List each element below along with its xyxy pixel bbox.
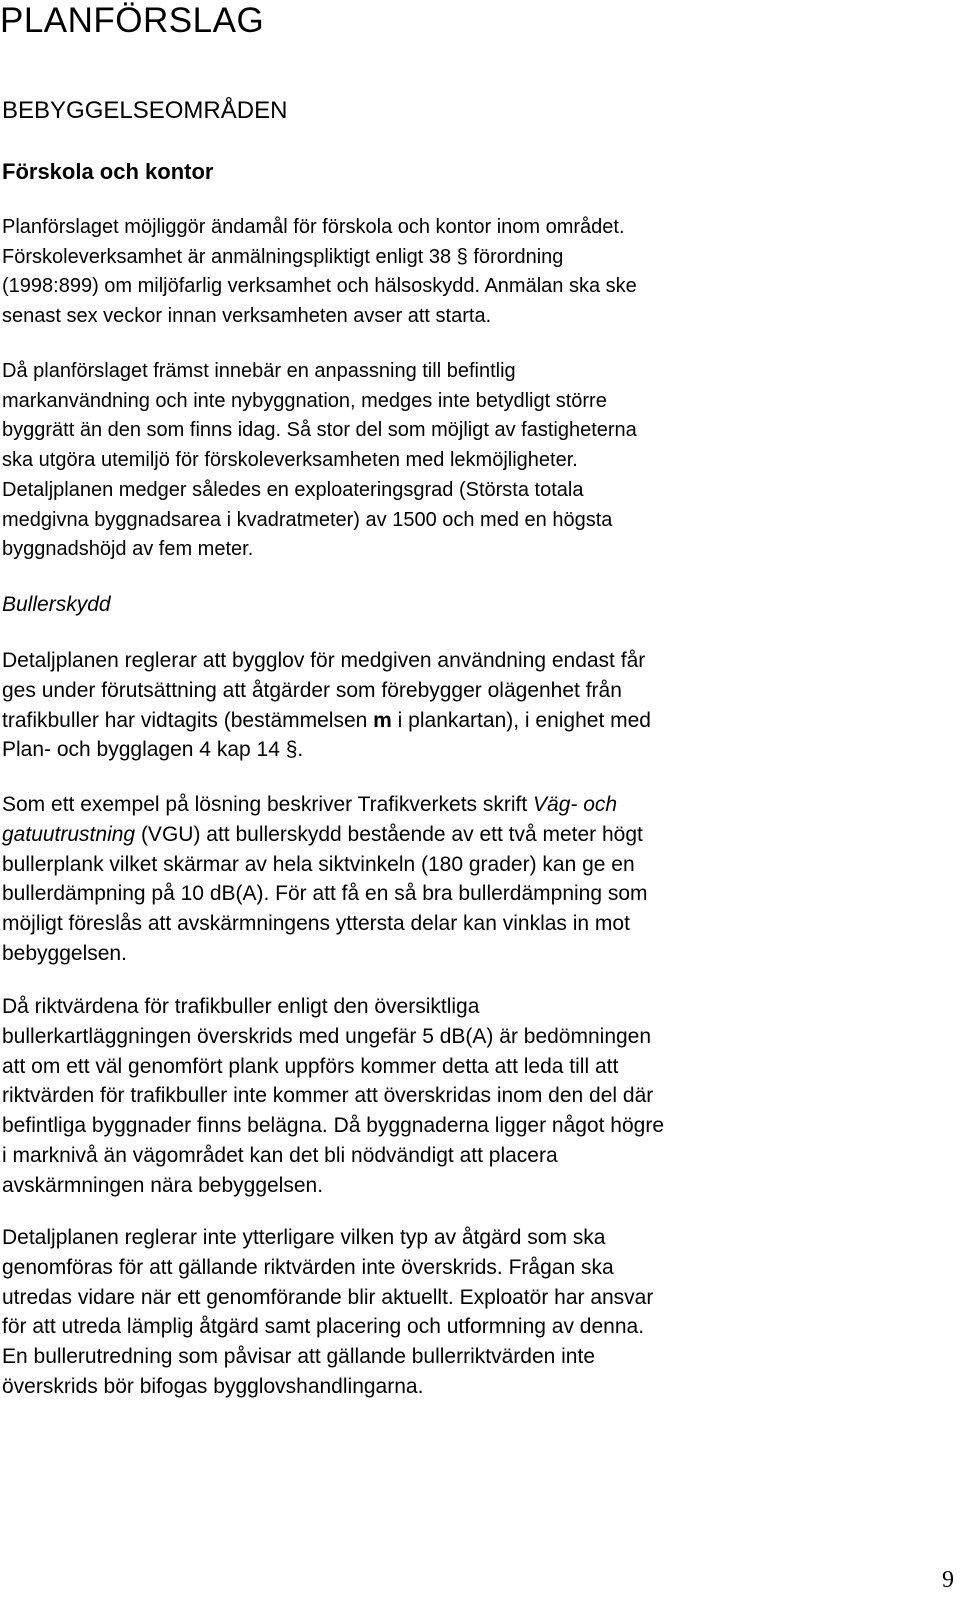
- text-line: (1998:899) om miljöfarlig verksamhet och hälsoskydd. Anmälan ska ske: [2, 275, 637, 298]
- paragraph-noise-responsibility: [2, 1223, 952, 1402]
- regulation-code: m: [373, 708, 392, 732]
- text-line: En bullerutredning som påvisar att gällande bullerriktvärden inte: [2, 1345, 596, 1369]
- section-title: BEBYGGELSEOMRÅDEN: [2, 97, 288, 124]
- text-line: bullerkartläggningen överskrids med ungefär 5 dB(A) är bedömningen: [2, 1024, 652, 1048]
- paragraph-noise-example: [2, 790, 952, 969]
- page-number: 9: [942, 1567, 954, 1593]
- text-line: i marknivå än vägområdet kan det bli nödvändigt att placera: [2, 1143, 558, 1167]
- text-line: markanvändning och inte nybyggnation, medges inte betydligt större: [2, 389, 607, 412]
- text-line: befintliga byggnader finns belägna. Då byggnaderna ligger något högre: [2, 1114, 664, 1138]
- text-line: Planförslaget möjliggör ändamål för förskola och kontor inom området.: [2, 216, 625, 238]
- text-line: [2, 790, 952, 820]
- paragraph-noise-permit: [2, 646, 952, 765]
- text-line: Plan- och bygglagen 4 kap 14 §.: [2, 738, 304, 762]
- text-line: Detaljplanen reglerar inte ytterligare vilken typ av åtgärd som ska: [2, 1226, 606, 1249]
- text-line: [2, 706, 952, 736]
- text-run: trafikbuller har vidtagits (bestämmelsen: [2, 708, 374, 732]
- text-line: Då planförslaget främst innebär en anpassning till befintlig: [2, 360, 516, 382]
- text-line: Förskoleverksamhet är anmälningspliktigt enligt 38 § förordning: [2, 245, 564, 268]
- text-line: bullerplank vilket skärmar av hela siktvinkeln (180 grader) kan ge en: [2, 852, 635, 876]
- text-line: ges under förutsättning att åtgärder som förebygger olägenhet från: [2, 678, 622, 702]
- text-line: ska utgöra utemiljö för förskoleverksamheten med lekmöjligheter.: [2, 449, 578, 472]
- text-line: byggnadshöjd av fem meter.: [2, 538, 254, 561]
- text-line: Detaljplanen reglerar att bygglov för medgiven användning endast får: [2, 649, 646, 672]
- text-line: Detaljplanen medger således en exploateringsgrad (Största totala: [2, 478, 584, 501]
- publication-title: Väg- och: [533, 793, 618, 816]
- text-line: bebyggelsen.: [2, 941, 127, 965]
- text-run: Som ett exempel på lösning beskriver Trafikverkets skrift: [2, 793, 534, 816]
- text-line: möjligt föreslås att avskärmningens yttersta delar kan vinklas in mot: [2, 912, 630, 936]
- text-line: medgivna byggnadsarea i kvadratmeter) av 1500 och med en högsta: [2, 508, 613, 531]
- text-line: överskrids bör bifogas bygglovshandlingarna.: [2, 1374, 424, 1398]
- text-run: i plankartan), i enighet med: [391, 708, 651, 732]
- paragraph-regulation: [2, 213, 952, 332]
- publication-title: gatuutrustning: [2, 822, 136, 846]
- paragraph-building-rights: [2, 357, 952, 565]
- text-line: byggrätt än den som finns idag. Så stor del som möjligt av fastigheterna: [2, 419, 637, 442]
- noise-protection-heading: Bullerskydd: [2, 593, 111, 616]
- text-line: riktvärden för trafikbuller inte kommer att överskridas inom den del där: [2, 1084, 654, 1108]
- subsection-title: Förskola och kontor: [2, 159, 214, 184]
- text-line: [2, 820, 952, 850]
- text-line: senast sex veckor innan verksamheten avser att starta.: [2, 305, 492, 328]
- text-run: (VGU) att bullerskydd bestående av ett två meter högt: [135, 822, 643, 846]
- paragraph-noise-assessment: [2, 992, 952, 1201]
- text-line: avskärmningen nära bebyggelsen.: [2, 1173, 324, 1197]
- text-line: för att utreda lämplig åtgärd samt placering och utformning av denna.: [2, 1315, 645, 1339]
- text-line: utredas vidare när ett genomförande blir aktuellt. Exploatör har ansvar: [2, 1285, 654, 1309]
- text-line: genomföras för att gällande riktvärden inte överskrids. Frågan ska: [2, 1255, 614, 1279]
- text-line: att om ett väl genomfört plank uppförs kommer detta att leda till att: [2, 1054, 619, 1078]
- text-line: bullerdämpning på 10 dB(A). För att få en så bra bullerdämpning som: [2, 882, 648, 906]
- document-title: PLANFÖRSLAG: [0, 1, 265, 40]
- text-line: Då riktvärdena för trafikbuller enligt den översiktliga: [2, 995, 480, 1018]
